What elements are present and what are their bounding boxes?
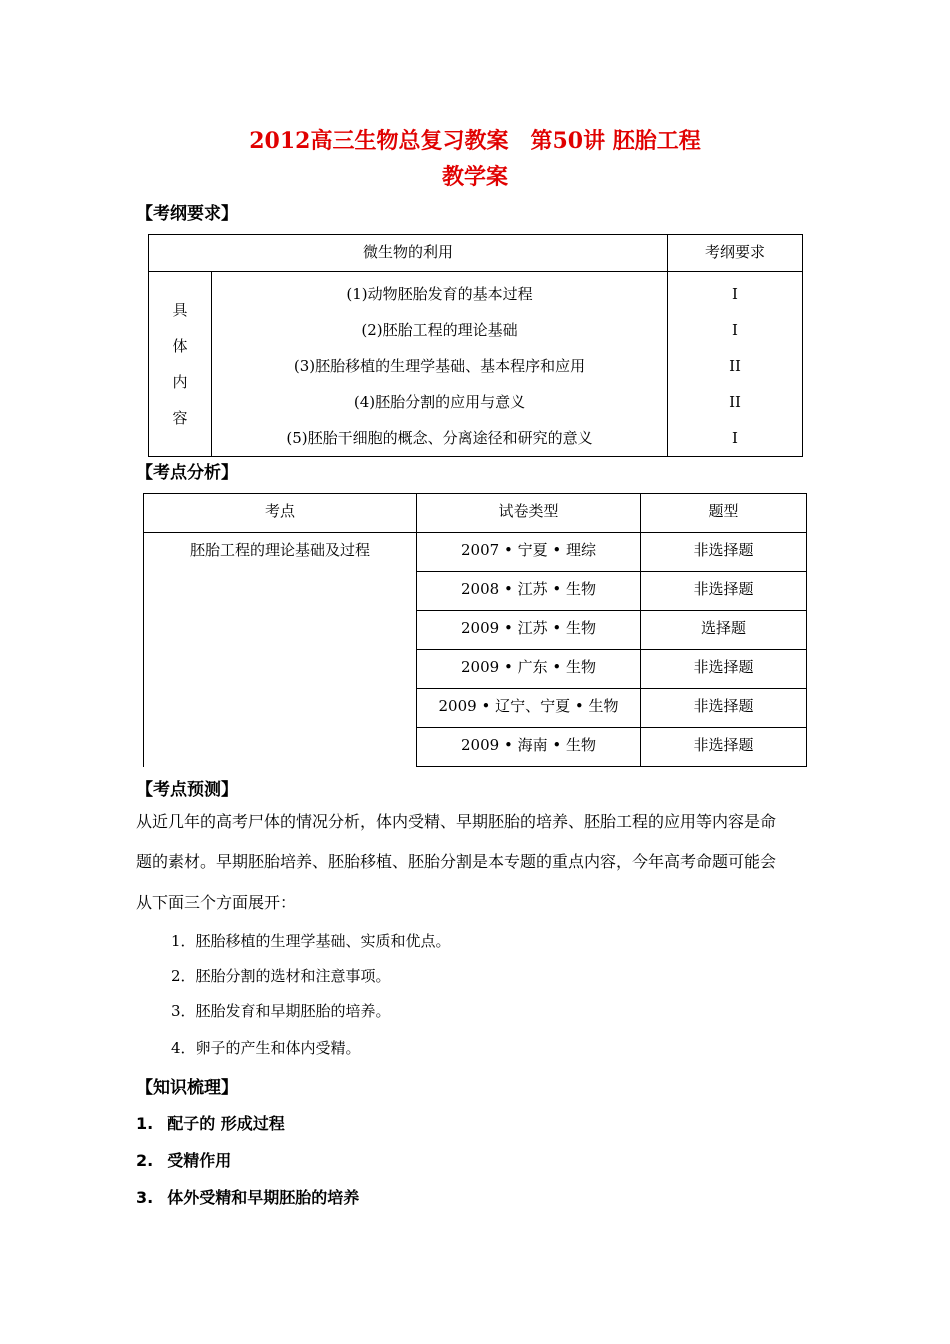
req-level: I bbox=[732, 321, 738, 339]
ana-type: 选择题 bbox=[641, 611, 807, 650]
section-analysis: 【考点分析】 bbox=[136, 463, 238, 483]
knowledge-item: 1. 配子的 形成过程 bbox=[136, 1114, 285, 1133]
req-level: II bbox=[729, 393, 741, 411]
req-level: II bbox=[729, 357, 741, 375]
ana-header-paper: 试卷类型 bbox=[417, 494, 641, 533]
prediction-item: 3．胚胎发育和早期胚胎的培养。 bbox=[171, 1002, 391, 1020]
prediction-item: 2．胚胎分割的选材和注意事项。 bbox=[171, 967, 391, 985]
req-item: (4)胚胎分割的应用与意义 bbox=[353, 393, 526, 411]
req-item: (3)胚胎移植的生理学基础、基本程序和应用 bbox=[293, 357, 586, 375]
knowledge-item: 2. 受精作用 bbox=[136, 1151, 232, 1170]
ana-header-point: 考点 bbox=[144, 494, 417, 533]
ana-paper: 2009 • 辽宁、宁夏 • 生物 bbox=[417, 689, 641, 728]
prediction-item: 1．胚胎移植的生理学基础、实质和优点。 bbox=[171, 932, 451, 950]
ana-paper: 2009 • 海南 • 生物 bbox=[417, 728, 641, 767]
knowledge-item: 3. 体外受精和早期胚胎的培养 bbox=[136, 1188, 360, 1207]
ana-paper: 2009 • 江苏 • 生物 bbox=[417, 611, 641, 650]
ana-paper: 2008 • 江苏 • 生物 bbox=[417, 572, 641, 611]
ana-paper: 2009 • 广东 • 生物 bbox=[417, 650, 641, 689]
req-row-label: 具 体 内 容 bbox=[149, 272, 212, 457]
ana-type: 非选择题 bbox=[641, 650, 807, 689]
prediction-item: 4．卵子的产生和体内受精。 bbox=[171, 1039, 361, 1057]
section-requirements: 【考纲要求】 bbox=[136, 204, 238, 224]
ana-point: 胚胎工程的理论基础及过程 bbox=[144, 533, 417, 767]
ana-type: 非选择题 bbox=[641, 572, 807, 611]
ana-type: 非选择题 bbox=[641, 728, 807, 767]
ana-type: 非选择题 bbox=[641, 533, 807, 572]
page-subtitle: 教学案 bbox=[441, 164, 508, 190]
req-header-level: 考纲要求 bbox=[668, 235, 803, 272]
prediction-line: 从近几年的高考尸体的情况分析，体内受精、早期胚胎的培养、胚胎工程的应用等内容是命 bbox=[136, 812, 777, 831]
req-header-topic: 微生物的利用 bbox=[149, 235, 668, 272]
req-level-list bbox=[668, 272, 803, 457]
req-level: I bbox=[732, 429, 738, 447]
prediction-line: 题的素材。早期胚胎培养、胚胎移植、胚胎分割是本专题的重点内容，今年高考命题可能会 bbox=[136, 852, 777, 871]
ana-paper: 2007 • 宁夏 • 理综 bbox=[417, 533, 641, 572]
req-level: I bbox=[732, 285, 738, 303]
analysis-table bbox=[143, 493, 807, 767]
req-content-list bbox=[212, 272, 668, 457]
requirements-table bbox=[148, 234, 803, 457]
ana-type: 非选择题 bbox=[641, 689, 807, 728]
req-item: (5)胚胎干细胞的概念、分离途径和研究的意义 bbox=[286, 429, 593, 447]
ana-header-type: 题型 bbox=[641, 494, 807, 533]
req-item: (1)动物胚胎发育的基本过程 bbox=[346, 285, 533, 303]
req-item: (2)胚胎工程的理论基础 bbox=[361, 321, 518, 339]
prediction-line: 从下面三个方面展开： bbox=[136, 893, 297, 912]
page-title: 2012高三生物总复习教案 第50讲 胚胎工程 bbox=[249, 128, 701, 154]
section-knowledge: 【知识梳理】 bbox=[136, 1078, 238, 1098]
section-prediction: 【考点预测】 bbox=[136, 780, 238, 800]
